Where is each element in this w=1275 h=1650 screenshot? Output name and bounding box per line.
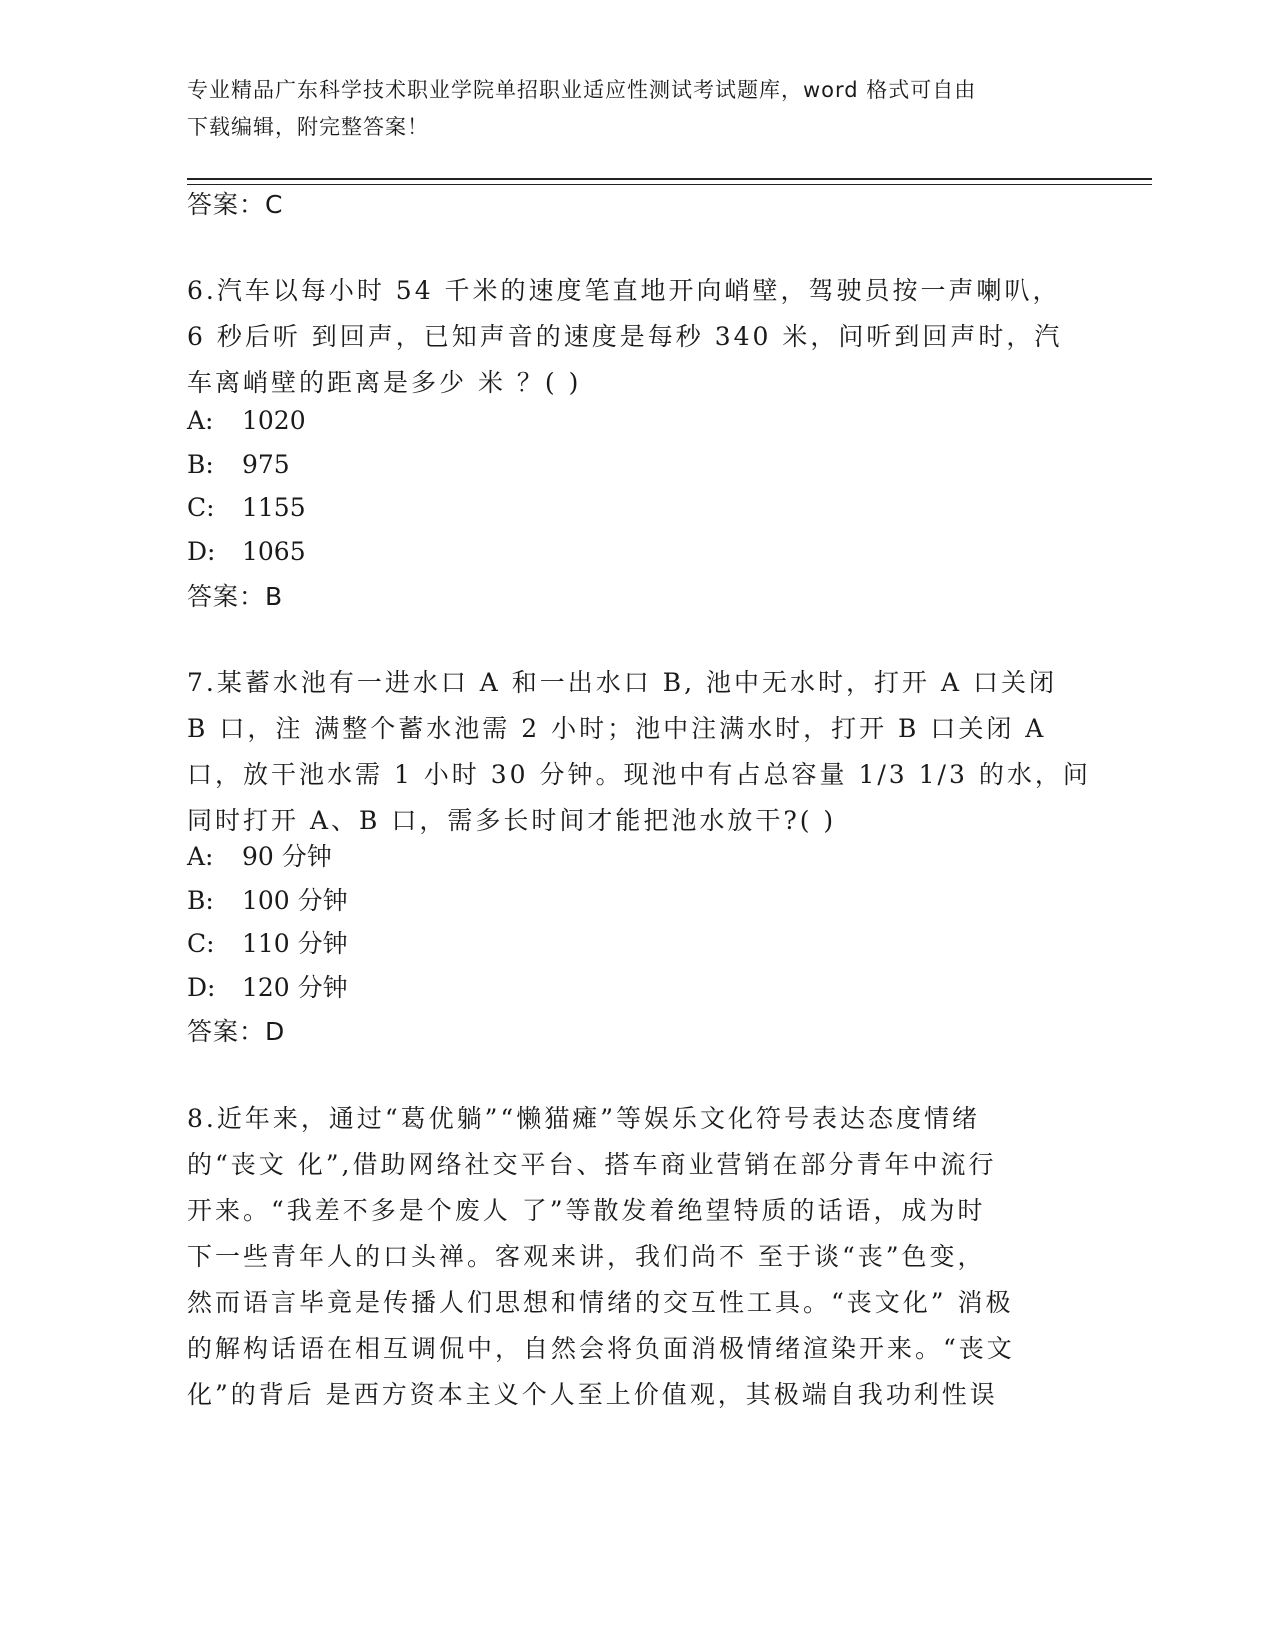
q6-option-a [187,404,306,438]
header-note-line-2: 下载编辑，附完整答案！ [187,115,429,139]
option-value: 90 分钟 [242,842,332,871]
question-7-line: 7.某蓄水池有一进水口 A 和一出水口 B, 池中无水时，打开 A 口关闭 [187,668,1057,697]
header-rule-thick [187,178,1152,180]
q6-option-b [187,448,290,482]
option-value: 1155 [242,493,306,522]
question-7-line: 同时打开 A、B 口，需多长时间才能把池水放干?( ) [187,806,837,835]
question-8-line: 的“丧文 化”,借助网络社交平台、搭车商业营销在部分青年中流行 [187,1150,997,1179]
q6-answer: 答案：B [187,582,284,611]
q6-option-c [187,491,306,525]
option-key: A: [187,842,214,871]
question-7-line: B 口，注 满整个蓄水池需 2 小时；池中注满水时，打开 B 口关闭 A [187,714,1047,743]
question-6-line: 6 秒后听 到回声，已知声音的速度是每秒 340 米，问听到回声时，汽 [187,322,1063,351]
option-value: 120 分钟 [242,973,348,1002]
answer-prev: 答案：C [187,190,284,219]
q7-option-a [187,840,332,874]
question-8-line: 化”的背后 是西方资本主义个人至上价值观，其极端自我功利性误 [187,1380,998,1409]
option-key: C: [187,929,215,958]
question-8-line: 开来。“我差不多是个废人 了”等散发着绝望特质的话语，成为时 [187,1196,986,1225]
header-note [187,72,1067,146]
header-rule-thin [187,184,1152,185]
question-8 [187,1096,1072,1418]
question-8-line: 然而语言毕竟是传播人们思想和情绪的交互性工具。“丧文化” 消极 [187,1288,1014,1317]
option-key: A: [187,406,214,435]
question-7 [187,660,1091,844]
question-8-line: 8.近年来，通过“葛优躺”“懒猫瘫”等娱乐文化符号表达态度情绪 [187,1104,980,1133]
q7-option-d [187,971,348,1005]
option-value: 975 [242,450,290,479]
option-value: 1065 [242,537,306,566]
q7-answer: 答案：D [187,1017,286,1046]
q6-option-d [187,535,306,569]
option-value: 110 分钟 [242,929,348,958]
question-8-line: 的解构话语在相互调侃中，自然会将负面消极情绪渲染开来。“丧文 [187,1334,1015,1363]
option-key: C: [187,493,215,522]
option-key: D: [187,537,216,566]
option-key: B: [187,886,214,915]
q7-option-b [187,884,348,918]
question-6 [187,268,1072,406]
question-7-line: 口，放干池水需 1 小时 30 分钟。现池中有占总容量 1/3 1/3 的水，问 [187,760,1091,789]
header-note-line-1: 专业精品广东科学技术职业学院单招职业适应性测试考试题库，word 格式可自由 [187,78,977,102]
option-value: 1020 [242,406,306,435]
q7-option-c [187,927,348,961]
question-8-line: 下一些青年人的口头禅。客观来讲，我们尚不 至于谈“丧”色变， [187,1242,986,1271]
question-6-line: 6.汽车以每小时 54 千米的速度笔直地开向峭壁，驾驶员按一声喇叭， [187,276,1061,305]
question-6-line: 车离峭壁的距离是多少 米 ？( ) [187,368,582,397]
option-value: 100 分钟 [242,886,348,915]
option-key: B: [187,450,214,479]
option-key: D: [187,973,216,1002]
